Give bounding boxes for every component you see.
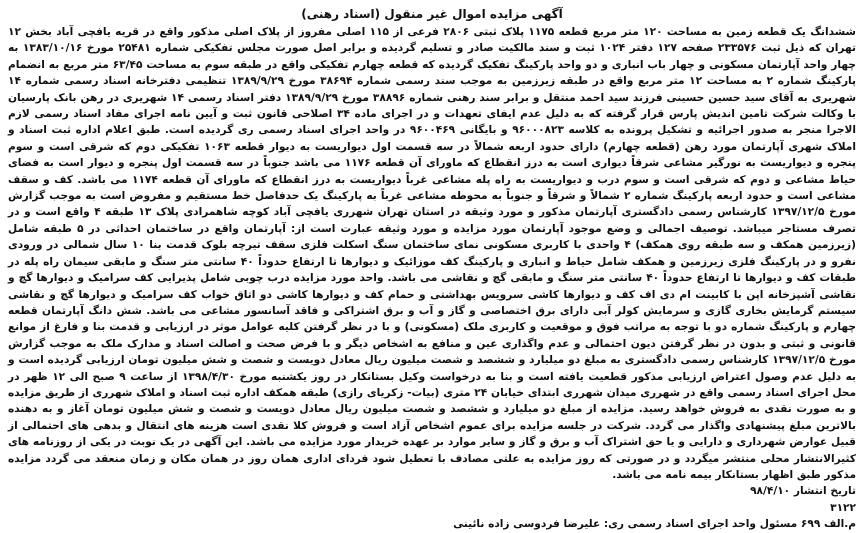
notice-title: آگهی مزایده اموال غیر منقول (اسناد رهنی) xyxy=(301,7,563,21)
notice-footer xyxy=(8,483,856,532)
reference-number: ۳۱۲۲ xyxy=(830,501,856,514)
notice-body: ششدانگ یک قطعه زمین به مساحت ۱۲۰ متر مربع قطعه ۱۱۷۵ پلاک ثبتی ۲۸۰۶ فرعی از ۱۱۵ اصلی مفروز از پلاک اصلی مذکور واقع در قریه یافچی آباد بخش ۱۲ تهران که ذیل ثبت ۲۳۳۵۷۶ صفحه ۱۲۷ دفتر ۱۰۲۴ ثبت و سند مالکیت صادر و تسلیم گردیده و برابر اصل صورت مجلس تفکیکی شماره ۲۵۴۸۱ مورخ ۱۳۸۳/۱۰/۱۶ به چهار واحد آپارتمان مسکونی و چهار باب انباری و دو واحد پارکینگ تفکیک گردیده که قطعه چهارم تفکیکی واقع در طبقه سوم به مساحت ۶۳/۴۵ متر مربع به انضمام پارکینگ شماره ۲ به مساحت ۱۲ متر مربع واقع در طبقه زیرزمین به موجب سند رسمی شماره ۳۸۶۹۴ مورخ ۱۳۸۹/۹/۲۹ تنظیمی دفترخانه اسناد رسمی شماره ۱۴ شهریری به آقای سید حسین حسینی فرزند سید احمد منتقل و برابر سند رهنی شماره ۳۸۸۹۶ مورخ ۱۳۸۹/۹/۲۹ دفتر اسناد رسمی ۱۴ شهریری در رهن بانک پارسیان با وکالت شرکت تامین اندیش پارس قرار گرفته که به دلیل عدم ایفای تعهدات و در اجرای ماده ۳۴ اصلاحی قانون ثبت و آیین نامه اجرای مفاد اسناد رسمی لازم الاجرا منجر به صدور اجرائیه و تشکیل پرونده به کلاسه ۹۶۰۰۰۸۲۳ و بایگانی ۹۶۰۰۴۶۹ در واحد اجرای اسناد رسمی ری گردیده است. طبق اعلام اداره ثبت اسناد و املاک شهری آپارتمان مورد رهن (قطعه چهارم) دارای حدود اربعه شمالاً در سه قسمت اول دیواریست به دیوار قطعه ۱۰۶۳ تفکیکی دوم که شرقی است و سوم پنجره و دیواریست به نورگیر مشاعی شرقاً دیواری است به درز انقطاع که ماورای آن قطعه ۱۱۷۶ می باشد جنوباً در سه قسمت اول پنجره و دیوار است به فضای حیاط مشاعی و دوم که شرقی است و سوم درب و دیواریست به راه پله مشاعی غرباً دیواریست به درز انقطاع که ماورای آن قطعه ۱۱۷۴ می باشد. کف و سقف مشاعی است و حدود اربعه پارکینگ شماره ۲ شمالاً و شرقاً و جنوباً به محوطه مشاعی غرباً به پارکینگ یک حدفاصل خط مستقیم و مفروض است به موجب گزارش مورخ ۱۳۹۷/۱۲/۵ کارشناس رسمی دادگستری آپارتمان مذکور و مورد وثیقه در استان تهران شهرری یافچی آباد کوچه شاهمرادی پلاک ۱۳ طبقه ۴ واقع است و در تصرف مستاجر میباشد. توصیف اجمالی و وضع موجود آپارتمان مورد مزایده و مورد وثیقه عبارت است از: آپارتمان واقع در ساختمان احداثی در ۵ طبقه شامل (زیرزمین همکف و سه طبقه روی همکف) ۴ واحدی با کاربری مسکونی نمای ساختمان سنگ اسکلت فلزی سقف تیرچه بلوک قدمت بنا ۱۰ سال شمالی در ورودی نفرو و در پارکینگ فلزی زیرزمین و همکف شامل حیاط و انباری و پارکینگ کف موزائیک و دیوارها تا ارتفاع حدوداً ۴۰ سانتی متر سنگ و مابقی سیمان راه پله در طبقات کف و دیوارها تا ارتفاع حدوداً ۴۰ سانتی متر سنگ و مابقی گچ و نقاشی می باشد. واحد مورد مزایده درب چوبی شامل پذیرایی کف سرامیک و دیوارها گچ و نقاشی آشپزخانه اپن با کابینت ام دی اف کف و دیوارها کاشی سرویس بهداشتی و حمام کف و دیوارها کاشی دو اتاق خواب کف سرامیک و دیوارها گچ و نقاشی سیستم گرمایش بخاری گازی و سرمایش کولر آبی دارای برق اختصاصی و گاز و آب و برق اشتراکی و فاقد آسانسور مشاعی می باشد. شش دانگ آپارتمان قطعه چهارم و پارکینگ شماره دو با توجه به مراتب فوق و موقعیت و کاربری ملک (مسکونی) و با در نظر گرفتن کلیه عوامل موثر در ارزیابی و قدمت بنا و فارغ از موانع قانونی و ثبتی و بدون در نظر گرفتن دیون احتمالی و عدم واگذاری عین و منافع به اشخاص دیگر و با فرض صحت و اصالت اسناد و مدارک ملک به موجب گزارش مورخ ۱۳۹۷/۱۲/۵ کارشناس رسمی دادگستری به مبلغ دو میلیارد و ششصد و شصت میلیون ریال معادل دویست و شصت و شش میلیون تومان ارزیابی گردیده است و به دلیل عدم وصول اعتراض ارزیابی مذکور قطعیت یافته است و بنا به درخواست وکیل بستانکار در روز یکشنبه مورخ ۱۳۹۸/۴/۳۰ از ساعت ۹ صبح الی ۱۲ ظهر در محل اجرای اسناد رسمی واقع در شهرری میدان شهرری ابتدای خیابان ۲۴ متری (بیات- زکریای رازی) طبقه همکف اداره ثبت اسناد و املاک شهرری از طریق مزایده و به صورت نقدی به فروش خواهد رسید. مزایده از مبلغ دو میلیارد و ششصد و شصت میلیون ریال معادل دویست و شصت و شش میلیون تومان آغاز و به دهنده بالاترین مبلغ پیشنهادی واگذار می گردد. شرکت در جلسه مزایده برای عموم اشخاص آزاد است و فروش کلا نقدی است هزینه های انتقال و بدهی های احتمالی از قبیل عوارض شهرداری و دارایی و یا حق اشتراک آب و برق و گاز و سایر موارد بر عهده خریدار مورد مزایده می باشد. این آگهی در یک نوبت در یکی از روزنامه های کثیرالانتشار محلی منتشر میگردد و در صورتی که روز مزایده به علتی مصادف با تعطیل شود فردای اداری همان روز در همان مکان و زمان منعقد می گردد مزایده مذکور طبق اظهار بستانکار بیمه نامه می باشد. xyxy=(8,26,857,481)
signature-line: م.الف ۶۹۹ مسئول واحد اجرای اسناد رسمی ری: علیرضا فردوسی زاده نائینی xyxy=(453,518,856,531)
publish-date: تاریخ انتشار ۹۸/۴/۱۰ xyxy=(750,485,856,498)
